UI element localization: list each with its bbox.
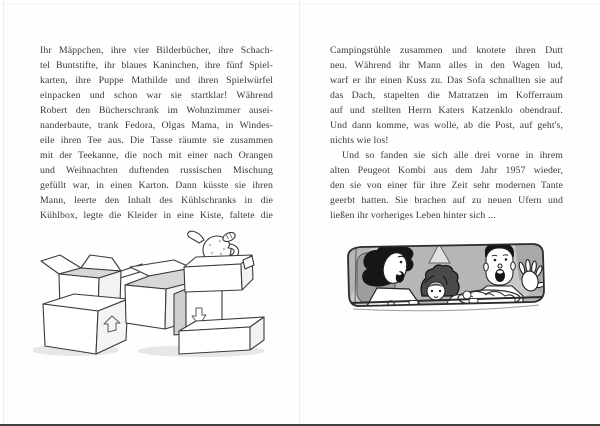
text-line: warf er ihr einen Kuss zu. Das Sofa schnallten sie auf [330, 75, 563, 86]
father-hand-on-wheel [463, 291, 471, 299]
text-line: und Weihnachten duftenden russischen Mischung [40, 165, 273, 176]
text-line: mit der Teekanne, die noch mit einer nach Orangen [40, 150, 273, 161]
right-page-text [330, 43, 563, 225]
text-line: den sie von einer für ihre Zeit sehr modernen Tante [330, 180, 563, 191]
text-line: Ihr Mäppchen, ihre vier Bilderbücher, ihre Schach- [40, 45, 273, 56]
box-group-right [125, 231, 264, 354]
text-line: nanderbaute, trank Fedora, Olgas Mama, in Windes- [40, 120, 273, 131]
text-line: karten, ihre Puppe Mathilde und ihren Spielwürfel [40, 75, 273, 86]
text-line: Und dann komme, was wolle, ab die Post, auf geht's, [330, 120, 563, 131]
scan-top-edge [0, 3, 600, 4]
moving-boxes-illustration [33, 228, 275, 360]
text-line: ließen ihr vorheriges Leben hinter sich ... [330, 210, 496, 221]
page-gutter [299, 0, 300, 424]
scan-left-edge [3, 0, 4, 426]
text-line: Und so fanden sie sich alle drei vorne in ihrem [342, 150, 563, 161]
text-line: Kühlbox, legte die Kleider in eine Kiste, faltete die [40, 210, 273, 221]
text-line: eile ihren Tee aus. Die Tasse räumte sie zusammen [40, 135, 273, 146]
text-line: Mann, leerte den Inhalt des Kühlschranks in die [40, 195, 273, 206]
wiper-right [469, 299, 478, 304]
left-page-text [40, 43, 273, 225]
text-line: alten Peugeot Kombi aus dem Jahr 1957 wieder, [330, 165, 563, 176]
text-line: Campingstühle zusammen und knotete ihren Dutt [330, 45, 563, 56]
text-line: nichts wie los! [330, 135, 389, 146]
text-line: Robert den Bücherschrank im Wohnzimmer ausei- [40, 105, 273, 116]
text-line: neu. Während ihr Mann alles in den Wagen lud, [330, 60, 563, 71]
text-line: das Dach, stapelten die Matratzen im Kofferraum [330, 90, 563, 101]
text-line: einpacken und schon war sie startklar! Während [40, 90, 273, 101]
text-line: geerbt hatten. Sie brachen auf zu neuen Ufern und [330, 195, 563, 206]
text-line: gefüllt war, in einen Karton. Dann küsste sie ihren [40, 180, 273, 191]
text-line: auf und stellten Herrn Katers Katzenklo obendrauf. [330, 105, 563, 116]
family-in-car-illustration [339, 241, 561, 317]
text-line: tel Buntstifte, ihr blaues Kaninchen, ihre fünf Spiel- [40, 60, 273, 71]
